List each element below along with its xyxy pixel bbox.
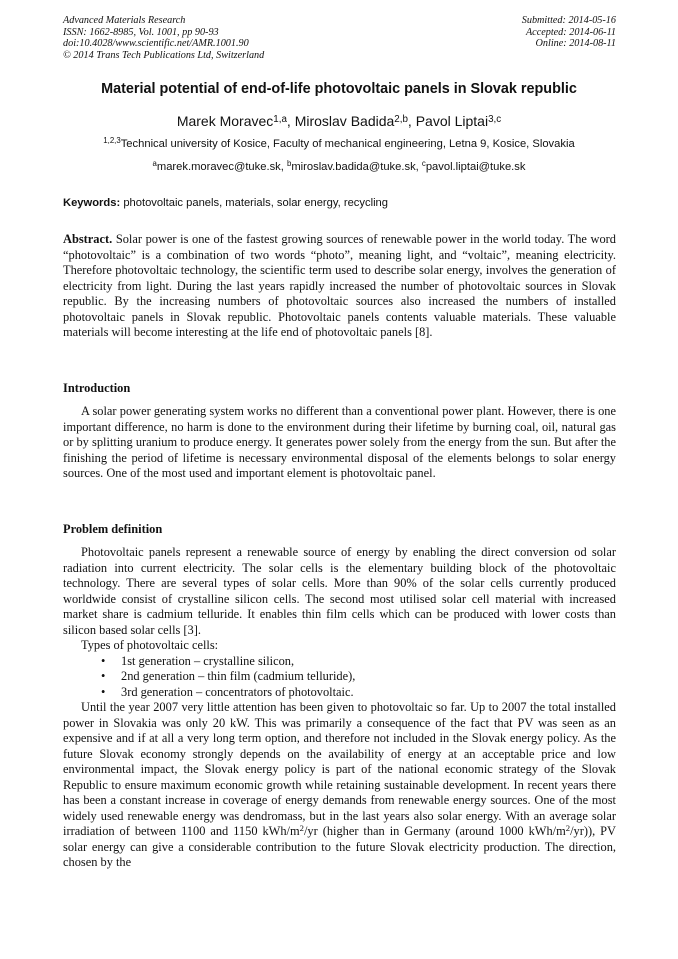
problem-paragraph-2-part-c: /yr)), PV solar energy can give a considerable contribution to the future Slovak electricity production. The direction, chosen by the xyxy=(63,824,616,869)
submission-dates xyxy=(396,15,616,50)
email-address[interactable]: miroslav.badida@tuke.sk xyxy=(291,161,416,173)
introduction-body xyxy=(63,404,616,482)
author-separator: , xyxy=(407,113,416,129)
author-name: Miroslav Badida xyxy=(294,113,395,129)
author-affil-marker: 2,b xyxy=(394,114,408,125)
problem-paragraph-1: Photovoltaic panels represent a renewable source of energy by enabling the direct conversion od solar radiation into current electricity. The solar cells is the elementary building block of the photovoltaic technology. There are several types of solar cells. More than 90% of the solar cells currently produced worldwide consist of crystalline silicon cells. The second most utilised solar cell material with increased market share is cadmium telluride. It enables thin film cells which can be produced with lower costs than silicon based solar cells [3]. xyxy=(63,545,616,637)
author-name: Pavol Liptai xyxy=(415,113,489,129)
superscript-2: 2 xyxy=(299,823,304,833)
keywords xyxy=(63,196,616,210)
problem-paragraph-2-part-a: Until the year 2007 very little attention has been given to photovoltaic so far. Up to 2007 the total installed power in Slovakia was only 20 kW. This was primarily a consequence of the fact that PV was seen as an expensive and if at all a very long term option, and therefore not included in the Slovak energy policy. As the future Slovak economy strongly depends on the availability of energy at an acceptable price and low environmental impact, the Slovak energy policy is part of the national economic strategy of the Slovak Republic to ensure maximum economic growth while retaining sustainable development. In recent years there has been a constant increase in coverage of energy demands from renewable energy sources. One of the most widely used renewable energy was dendromass, but in the last years also solar energy. With an average solar irradiation of between 1100 and 1150 kWh/m xyxy=(63,700,616,838)
journal-info xyxy=(63,15,353,62)
types-intro: Types of photovoltaic cells: xyxy=(81,638,219,652)
issn-line: ISSN: 1662-8985, Vol. 1001, pp 90-93 xyxy=(63,26,219,38)
list-item-text: 2nd generation – thin film (cadmium telluride), xyxy=(121,669,356,683)
cell-types-list xyxy=(63,654,616,701)
keywords-text: photovoltaic panels, materials, solar energy, recycling xyxy=(123,197,389,209)
author-name: Marek Moravec xyxy=(176,113,274,129)
affiliation xyxy=(40,137,638,151)
author-list xyxy=(40,112,638,130)
submitted-date: Submitted: 2014-05-16 xyxy=(521,15,616,26)
bullet-icon: • xyxy=(101,684,106,699)
author-separator: , xyxy=(286,113,295,129)
email-marker: c xyxy=(421,159,426,168)
list-item xyxy=(63,669,616,685)
keywords-label: Keywords: xyxy=(63,197,121,209)
author-affil-marker: 1,a xyxy=(273,114,287,125)
journal-name: Advanced Materials Research xyxy=(63,15,186,26)
email-separator: , xyxy=(280,161,287,173)
list-item xyxy=(63,654,616,670)
problem-paragraph-2-part-b: /yr (higher than in Germany (around 1000 kWh/m xyxy=(303,824,566,838)
bullet-icon: • xyxy=(101,669,106,683)
abstract-text: Solar power is one of the fastest growing sources of renewable power in the world today. The word “photovoltaic” is a combination of two words “photo”, meaning light, and “voltaic”, meaning electricity. Therefore photovoltaic technology, the scientific term used to describe solar energy, involves the generation of electricity from light. During the last years rapidly increased the number of photovoltaic sources in Slovak republic. By the increasing numbers of photovoltaic sources also increased the numbers of installed photovoltaic panels in Slovak republic. Photovoltaic panels contents valuable materials. These valuable materials will become interesting at the life end of photovoltaic panels [8]. xyxy=(63,232,616,339)
email-address[interactable]: pavol.liptai@tuke.sk xyxy=(425,161,526,173)
introduction-paragraph: A solar power generating system works no different than a conventional power plant. However, there is one important difference, no harm is done to the environment during their lifetime by burning coal, oil, natural gas or by splitting uranium to produce energy. It generates power solely from the energy from the sun. But after the finishing the period of lifetime is necessary environmental disposal of the elements belongs to solar energy sources. One of the most used and important element is photovoltaic panel. xyxy=(63,404,616,480)
superscript-2: 2 xyxy=(565,823,571,833)
abstract-label: Abstract. xyxy=(63,232,113,246)
online-date: Online: 2014-08-11 xyxy=(535,38,616,50)
list-item-text: 1st generation – crystalline silicon, xyxy=(121,653,295,668)
accepted-date: Accepted: 2014-06-11 xyxy=(525,26,616,38)
email-list xyxy=(40,160,638,174)
problem-paragraph-2 xyxy=(63,700,616,871)
affiliation-text: Technical university of Kosice, Faculty of mechanical engineering, Letna 9, Kosice, Slovakia xyxy=(120,138,575,150)
copyright-line: © 2014 Trans Tech Publications Ltd, Switzerland xyxy=(63,50,265,62)
email-separator: , xyxy=(415,161,422,173)
email-address[interactable]: marek.moravec@tuke.sk xyxy=(156,161,281,173)
problem-body xyxy=(63,545,616,871)
email-marker: a xyxy=(152,159,157,168)
list-item-text: 3rd generation – concentrators of photovoltaic. xyxy=(121,684,354,699)
affiliation-marker: 1,2,3 xyxy=(103,136,121,145)
doi-line: doi:10.4028/www.scientific.net/AMR.1001.90 xyxy=(63,38,249,50)
paper-title: Material potential of end-of-life photovoltaic panels in Slovak republic xyxy=(101,81,577,97)
bullet-icon: • xyxy=(101,653,106,668)
section-heading-introduction: Introduction xyxy=(63,381,131,395)
list-item xyxy=(63,685,616,701)
abstract xyxy=(63,232,616,341)
author-affil-marker: 3,c xyxy=(488,114,502,125)
email-marker: b xyxy=(286,159,292,168)
section-heading-problem-definition: Problem definition xyxy=(63,522,163,536)
